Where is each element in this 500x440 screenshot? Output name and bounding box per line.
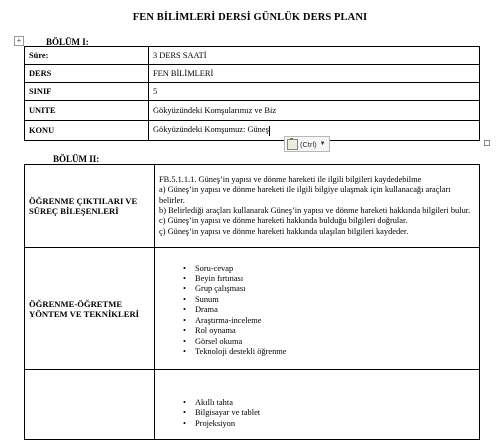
row-label-duration: Süre: [25,47,149,65]
table-row [25,370,480,440]
materials-list [159,398,475,429]
row-label-grade: SINIF [25,83,149,101]
paste-options-label: (Ctrl) [300,139,317,149]
list-item: • Akıllı tahta [195,398,475,408]
table-row [25,165,480,248]
list-item: • Beyin fırtınası [195,274,475,284]
row-label-unit: UNITE [25,101,149,121]
outcomes-label: ÖĞRENME ÇIKTILARI VE SÜREÇ BİLEŞENLERİ [25,165,155,248]
methods-cell[interactable] [155,248,480,370]
outcome-line: FB.5.1.1.1. Güneş’in yapısı ve dönme hareketi ile ilgili bilgileri kaydedebilme [159,174,422,184]
list-item: • Rol oynama [195,326,475,336]
row-value-unit[interactable]: Gökyüzündeki Komşularımız ve Biz [149,101,480,121]
section-1-table [24,46,480,141]
methods-list [159,264,475,358]
table-resize-handle[interactable] [484,140,490,146]
list-item: • Görsel okuma [195,337,475,347]
list-item: • Grup çalışması [195,284,475,294]
list-item: • Drama [195,305,475,315]
table-row [25,47,480,65]
outcome-line: a) Güneş’in yapısı ve dönme hareketi ile ilgili bilgiye ulaşmak için kullanacağı araçları belirler. [159,185,451,205]
section-2-table [24,164,480,440]
row-label-topic: KONU [25,121,149,141]
list-item: • Soru-cevap [195,264,475,274]
list-item: • Projeksiyon [195,419,475,429]
section-1-label: BÖLÜM I: [46,37,89,47]
list-item: • Araştırma-inceleme [195,316,475,326]
materials-cell[interactable] [155,370,480,440]
row-value-duration[interactable]: 3 DERS SAATİ [149,47,480,65]
methods-label: ÖĞRENME-ÖĞRETME YÖNTEM VE TEKNİKLERİ [25,248,155,370]
row-value-course[interactable]: FEN BİLİMLERİ [149,65,480,83]
table-row [25,121,480,141]
list-item: • Bilgisayar ve tablet [195,408,475,418]
section-2-label: BÖLÜM II: [53,154,100,164]
materials-label [25,370,155,440]
outcome-line: c) Güneş’in yapısı ve dönme hareketi hakkında bulduğu bilgileri doğrular. [159,216,408,226]
outcome-line: b) Belirlediği araçları kullanarak Güneş’in yapısı ve dönme hareketi hakkında bilgileri bulur. [159,206,471,215]
table-row [25,101,480,121]
list-item: • Sunum [195,295,475,305]
outcome-line: ç) Güneş’in yapısı ve dönme hareketi hakkında ulaşılan bilgileri kaydeder. [159,226,409,236]
table-move-handle-icon[interactable]: + [14,36,24,46]
clipboard-icon [287,139,298,150]
topic-text: Gökyüzündeki Komşumuz: Güneş [153,125,269,135]
paste-options-button[interactable] [284,136,330,152]
text-cursor [269,126,270,136]
row-value-grade[interactable]: 5 [149,83,480,101]
table-row [25,65,480,83]
table-row [25,248,480,370]
document-title: FEN BİLİMLERİ DERSİ GÜNLÜK DERS PLANI [132,12,368,23]
row-label-course: DERS [25,65,149,83]
list-item: • Teknoloji destekli öğrenme [195,347,475,357]
table-row [25,83,480,101]
outcomes-cell[interactable] [155,165,480,248]
chevron-down-icon: ▼ [319,141,326,147]
